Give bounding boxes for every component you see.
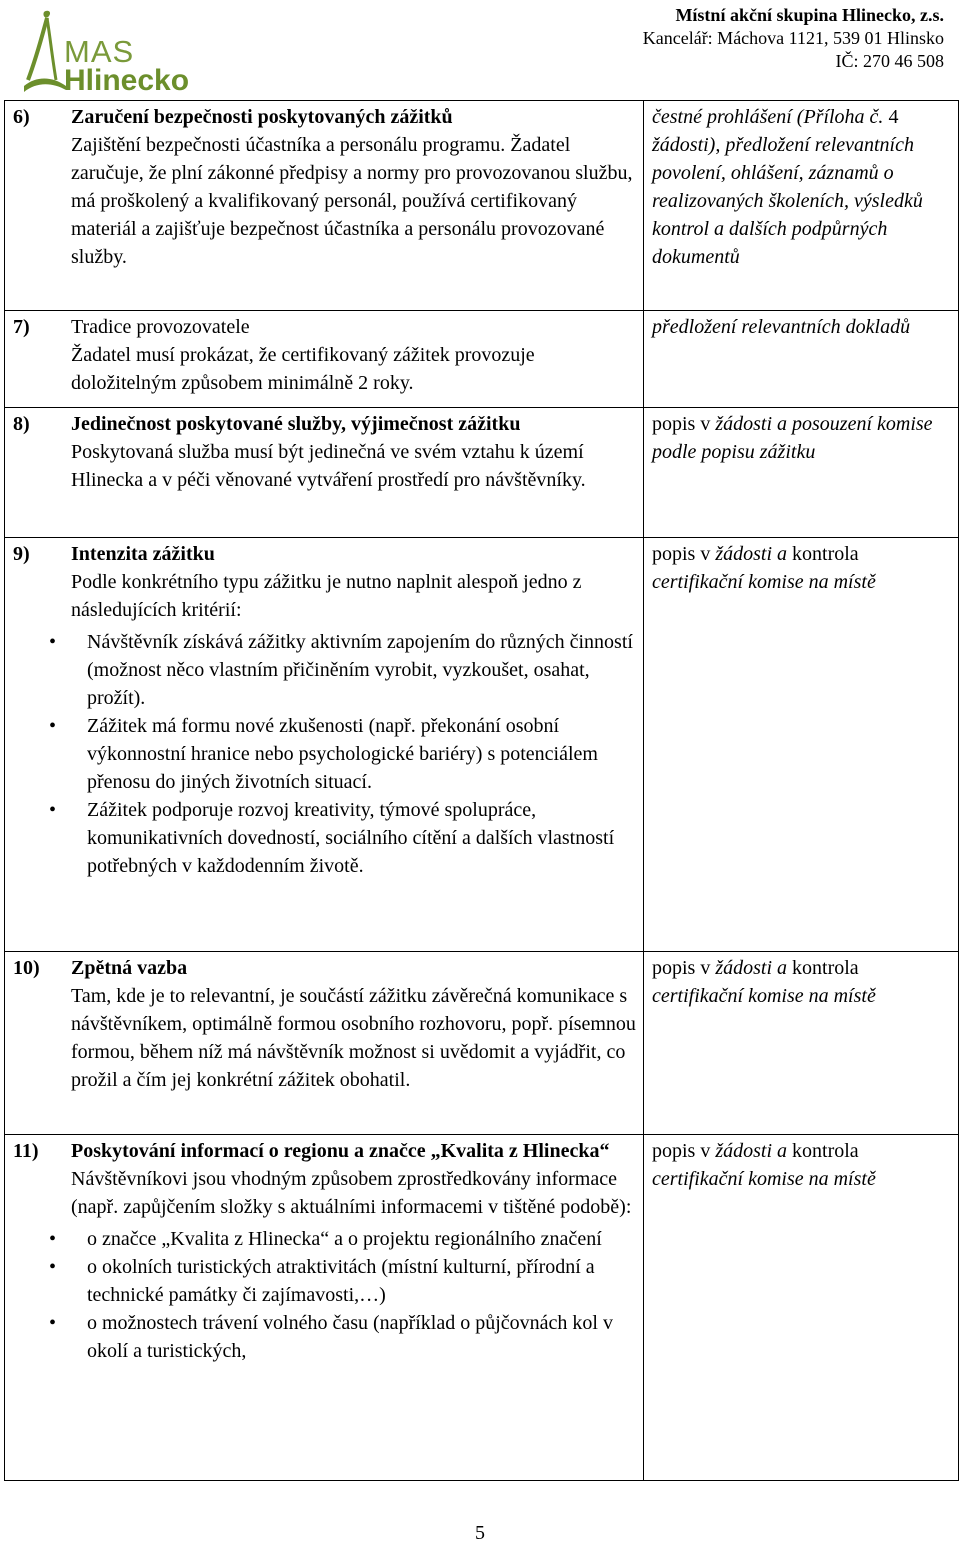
- criterion-cell: [5, 538, 644, 952]
- page-header: [0, 0, 960, 100]
- evidence-text: certifikační komise na místě: [652, 985, 876, 1007]
- evidence-text: certifikační komise na místě: [652, 571, 876, 593]
- evidence-text: kontrola: [792, 1140, 859, 1162]
- list-item: • o okolních turistických atraktivitách (místní kulturní, přírodní a technické památky či zajímavosti,…): [87, 1253, 637, 1309]
- organization-info: [643, 4, 944, 73]
- criterion-cell: [5, 101, 644, 311]
- criterion-description: Poskytovaná služba musí být jedinečná ve svém vztahu k území Hlinecka a v péči věnované vytváření prostředí pro návštěvníky.: [71, 441, 586, 491]
- criterion-number: 6): [13, 106, 30, 128]
- list-item: • Návštěvník získává zážitky aktivním zapojením do různých činností (možnost něco vlastním přičiněním vyrobit, vyzkoušet, osahat, prožít).: [87, 628, 637, 712]
- logo-mas-text: MAS: [64, 34, 135, 69]
- criterion-description: Návštěvníkovi jsou vhodným způsobem zprostředkovány informace (např. zapůjčením složky s aktuálními informacemi v tištěné podobě):: [71, 1168, 632, 1218]
- evidence-cell: [644, 311, 959, 408]
- evidence-text: žádosti), předložení relevantních povolení, ohlášení, záznamů o realizovaných školeních, výsledků kontrol a dalších podpůrných dokumentů: [652, 134, 923, 268]
- evidence-text: žádosti a posouzení komise podle popisu zážitku: [652, 413, 933, 463]
- table-row: [5, 1135, 959, 1481]
- information-list: [13, 1225, 637, 1365]
- criterion-description: Zajištění bezpečnosti účastníka a personálu programu. Žadatel zaručuje, že plní zákonné předpisy a normy pro provozovanou službu, má proškolený a kvalifikovaný personál, používá certifikovaný materiál a zajišťuje bezpečnost účastníka a personálu provozované služby.: [71, 134, 633, 268]
- organization-name: Místní akční skupina Hlinecko, z.s.: [675, 5, 944, 25]
- criterion-description: Podle konkrétního typu zážitku je nutno naplnit alespoň jedno z následujících kritérií:: [71, 571, 582, 621]
- criterion-title: Zpětná vazba: [71, 957, 188, 979]
- criterion-title: Intenzita zážitku: [71, 543, 215, 565]
- evidence-text: 4: [888, 106, 899, 128]
- criterion-number: 9): [13, 543, 30, 565]
- criterion-title: Zaručení bezpečnosti poskytovaných zážitků: [71, 106, 453, 128]
- criterion-number: 7): [13, 316, 30, 338]
- mas-hlinecko-logo: [22, 6, 192, 96]
- criterion-description: Žadatel musí prokázat, že certifikovaný zážitek provozuje doložitelným způsobem minimálně 2 roky.: [71, 344, 535, 394]
- evidence-cell: [644, 538, 959, 952]
- criterion-number: 10): [13, 957, 40, 979]
- evidence-cell: [644, 408, 959, 538]
- evidence-text: certifikační komise na místě: [652, 1168, 876, 1190]
- criterion-title: Tradice provozovatele: [71, 316, 250, 338]
- criterion-cell: [5, 1135, 644, 1481]
- table-row: [5, 311, 959, 408]
- evidence-cell: [644, 1135, 959, 1481]
- evidence-text: čestné prohlášení (Příloha č.: [652, 106, 889, 128]
- criterion-title: Poskytování informací o regionu a značce „Kvalita z Hlinecka“: [71, 1140, 610, 1162]
- criterion-cell: [5, 311, 644, 408]
- evidence-cell: [644, 101, 959, 311]
- list-item: • Zážitek podporuje rozvoj kreativity, týmové spolupráce, komunikativních dovedností, sociálního cítění a dalších vlastností potřebných v každodenním životě.: [87, 796, 637, 880]
- criterion-cell: [5, 952, 644, 1135]
- organization-office: Kancelář: Máchova 1121, 539 01 Hlinsko: [642, 28, 944, 48]
- evidence-cell: [644, 952, 959, 1135]
- table-row: [5, 408, 959, 538]
- criterion-number: 11): [13, 1140, 39, 1162]
- criterion-cell: [5, 408, 644, 538]
- criterion-description: Tam, kde je to relevantní, je součástí zážitku závěrečná komunikace s návštěvníkem, optimálně formou osobního rozhovoru, popř. písemnou formou, během níž má návštěvník možnost si uvědomit a vyjádřit, co prožil a čím jej konkrétní zážitek obohatil.: [71, 985, 636, 1091]
- table-row: [5, 952, 959, 1135]
- evidence-text: kontrola: [792, 543, 859, 565]
- evidence-text: popis v: [652, 413, 716, 435]
- list-item: • o možnostech trávení volného času (například o půjčovnách kol v okolí a turistických,: [87, 1309, 637, 1365]
- criterion-number: 8): [13, 413, 30, 435]
- organization-ico: IČ: 270 46 508: [835, 51, 944, 71]
- criterion-title: Jedinečnost poskytované služby, výjimečnost zážitku: [71, 413, 521, 435]
- list-item: • Zážitek má formu nové zkušenosti (např. překonání osobní výkonnostní hranice nebo psychologické bariéry) s potenciálem přenosu do jiných životních situací.: [87, 712, 637, 796]
- table-row: [5, 538, 959, 952]
- list-item: • o značce „Kvalita z Hlinecka“ a o projektu regionálního značení: [87, 1225, 637, 1253]
- evidence-text: předložení relevantních dokladů: [652, 316, 911, 338]
- criteria-table: [4, 100, 959, 1481]
- criteria-list: [13, 628, 637, 880]
- evidence-text: popis v: [652, 957, 716, 979]
- table-row: [5, 101, 959, 311]
- evidence-text: žádosti a: [715, 1140, 793, 1162]
- evidence-text: popis v: [652, 1140, 716, 1162]
- logo-hlinecko-text: Hlinecko: [64, 64, 190, 97]
- evidence-text: žádosti a: [715, 957, 793, 979]
- evidence-text: žádosti a: [715, 543, 793, 565]
- evidence-text: popis v: [652, 543, 716, 565]
- page-number: 5: [475, 1522, 485, 1544]
- evidence-text: kontrola: [792, 957, 859, 979]
